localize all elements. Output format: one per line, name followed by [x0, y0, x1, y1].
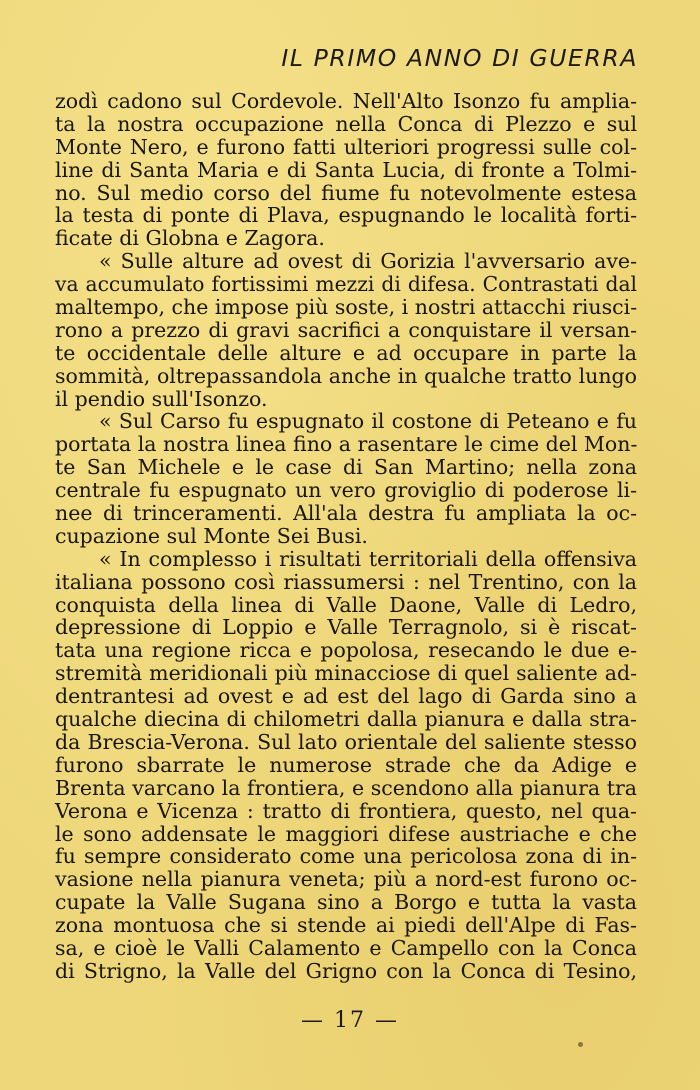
text-line: tata una regione ricca e popolosa, resecando le due e-: [55, 638, 637, 663]
body-text: [55, 90, 637, 983]
text-line: le sono addensate le maggiori difese austriache e che: [55, 821, 637, 846]
text-line: rono a prezzo di gravi sacrifici a conquistare il versan-: [55, 317, 637, 342]
text-line: depressione di Loppio e Valle Terragnolo, si è riscat-: [55, 615, 637, 640]
text-line: line di Santa Maria e di Santa Lucia, di fronte a Tolmi-: [55, 157, 637, 182]
text-line: va accumulato fortissimi mezzi di difesa. Contrastati dal: [55, 272, 637, 297]
text-line: « In complesso i risultati territoriali della offensiva: [99, 546, 637, 571]
text-line: Monte Nero, e furono fatti ulteriori progressi sulle col-: [55, 134, 637, 159]
text-line: fu sempre considerato come una pericolosa zona di in-: [55, 844, 637, 869]
text-line: cupate la Valle Sugana sino a Borgo e tutta la vasta: [55, 890, 637, 915]
text-line: cupazione sul Monte Sei Busi.: [55, 523, 368, 548]
text-line: Brenta varcano la frontiera, e scendono alla pianura tra: [55, 775, 637, 800]
text-line: conquista della linea di Valle Daone, Valle di Ledro,: [55, 592, 637, 617]
text-line: maltempo, che impose più soste, i nostri attacchi riusci-: [55, 295, 638, 320]
text-line: zodì cadono sul Cordevole. Nell'Alto Isonzo fu amplia-: [55, 89, 637, 113]
text-line: qualche diecina di chilometri dalla pianura e dalla stra-: [55, 707, 637, 732]
text-line: sommità, oltrepassandola anche in qualche tratto lungo: [55, 363, 637, 388]
text-line: portata la nostra linea fino a rasentare le cime del Mon-: [55, 432, 638, 457]
text-line: furono sbarrate le numerose strade che da Adige e: [55, 752, 637, 777]
text-line: vasione nella pianura veneta; più a nord-est furono oc-: [55, 867, 637, 892]
text-line: te occidentale delle alture e ad occupare in parte la: [55, 340, 637, 365]
paper-speck: [578, 1042, 583, 1047]
text-line: Verona e Vicenza : tratto di frontiera, questo, nel qua-: [55, 798, 637, 823]
text-line: sa, e cioè le Valli Calamento e Campello con la Conca: [55, 935, 637, 960]
text-line: ta la nostra occupazione nella Conca di Plezzo e sul: [55, 111, 637, 136]
text-line: nee di trinceramenti. All'ala destra fu ampliata la oc-: [55, 501, 637, 526]
text-line: stremità meridionali più minacciose di quel saliente ad-: [55, 661, 637, 686]
text-line: dentrantesi ad ovest e ad est del lago di Garda sino a: [55, 684, 637, 709]
text-line: zona montuosa che si stende ai piedi dell'Alpe di Fas-: [55, 913, 637, 938]
text-line: da Brescia-Verona. Sul lato orientale del saliente stesso: [55, 729, 637, 754]
text-line: ficate di Globna e Zagora.: [55, 226, 325, 251]
text-line: « Sulle alture ad ovest di Gorizia l'avversario ave-: [99, 249, 637, 274]
page-number: — 17 —: [301, 1008, 399, 1033]
text-line: italiana possono così riassumersi : nel Trentino, con la: [55, 569, 637, 594]
text-line: « Sul Carso fu espugnato il costone di Peteano e fu: [99, 409, 637, 434]
running-header: IL PRIMO ANNO DI GUERRA: [281, 44, 638, 72]
text-line: centrale fu espugnato un vero groviglio di poderose li-: [55, 478, 637, 503]
text-line: di Strigno, la Valle del Grigno con la Conca di Tesino,: [55, 958, 637, 983]
text-line: te San Michele e le case di San Martino; nella zona: [55, 455, 637, 480]
text-line: la testa di ponte di Plava, espugnando le località forti-: [55, 203, 637, 228]
text-line: il pendio sull'Isonzo.: [55, 386, 268, 411]
text-line: no. Sul medio corso del fiume fu notevolmente estesa: [55, 180, 637, 205]
